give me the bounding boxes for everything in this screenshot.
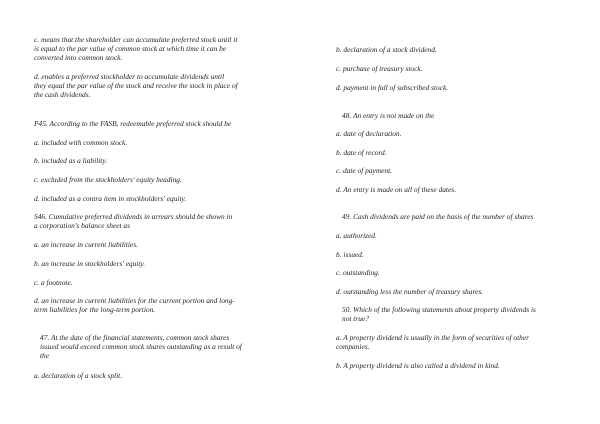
q47-option-b: b. declaration of a stock dividend.: [336, 45, 437, 54]
q46-option-c: c. a footnote.: [34, 278, 73, 287]
q47-option-c: c. purchase of treasury stock.: [336, 64, 423, 73]
q48-option-d: d. An entry is made on all of these dates.: [336, 185, 456, 194]
q45-option-b: b. included as a liability.: [34, 156, 108, 165]
q49-option-a: a. authorized.: [336, 231, 377, 240]
q49-question: 49. Cash dividends are paid on the basis of the number of shares: [342, 212, 534, 221]
q46-option-a: a. an increase in current liabilities.: [34, 240, 138, 249]
q50-question: 50. Which of the following statements about property dividends is not true?: [342, 305, 536, 323]
q50-option-a: a. A property dividend is usually in the form of securities of other companies.: [336, 333, 530, 351]
q46-question: S46. Cumulative preferred dividends in arrears should be shown in a corporation's balance sheet as: [34, 212, 233, 230]
q46-option-b: b. an increase in stockholders' equity.: [34, 259, 146, 268]
q48-option-c: c. date of payment.: [336, 166, 393, 175]
q49-option-d: d. outstanding less the number of treasury shares.: [336, 287, 484, 296]
q45-option-d: d. included as a contra item in stockholders' equity.: [34, 194, 187, 203]
q46-option-d: d. an increase in current liabilities for the current portion and long- term liabilities for the long-term portion.: [34, 296, 235, 314]
q48-option-a: a. date of declaration.: [336, 129, 402, 138]
q47-option-a: a. declaration of a stock split.: [34, 371, 123, 380]
q45-question: P45. According to the FASB, redeemable preferred stock should be: [34, 119, 232, 128]
q49-option-c: c. outstanding.: [336, 268, 380, 277]
q48-question: 48. An entry is not made on the: [342, 111, 435, 120]
q48-option-b: b. date of record.: [336, 148, 387, 157]
q49-option-b: b. issued.: [336, 250, 364, 259]
q47-question: 47. At the date of the financial statements, common stock shares issued would exceed common stock shares outstanding as a result of the: [40, 333, 242, 360]
q50-option-b: b. A property dividend is also called a dividend in kind.: [336, 361, 500, 370]
q44-option-d: d. enables a preferred stockholder to accumulate dividends until they equal the par value of the stock and receive the stock in place of the cash dividends.: [34, 72, 238, 99]
q45-option-c: c. excluded from the stockholders' equity heading.: [34, 175, 182, 184]
q45-option-a: a. included with common stock.: [34, 138, 128, 147]
q47-option-d: d. payment in full of subscribed stock.: [336, 83, 449, 92]
q44-option-c: c. means that the shareholder can accumulate preferred stock until it is equal to the par value of common stock at which time it can be converted into common stock.: [34, 35, 238, 62]
